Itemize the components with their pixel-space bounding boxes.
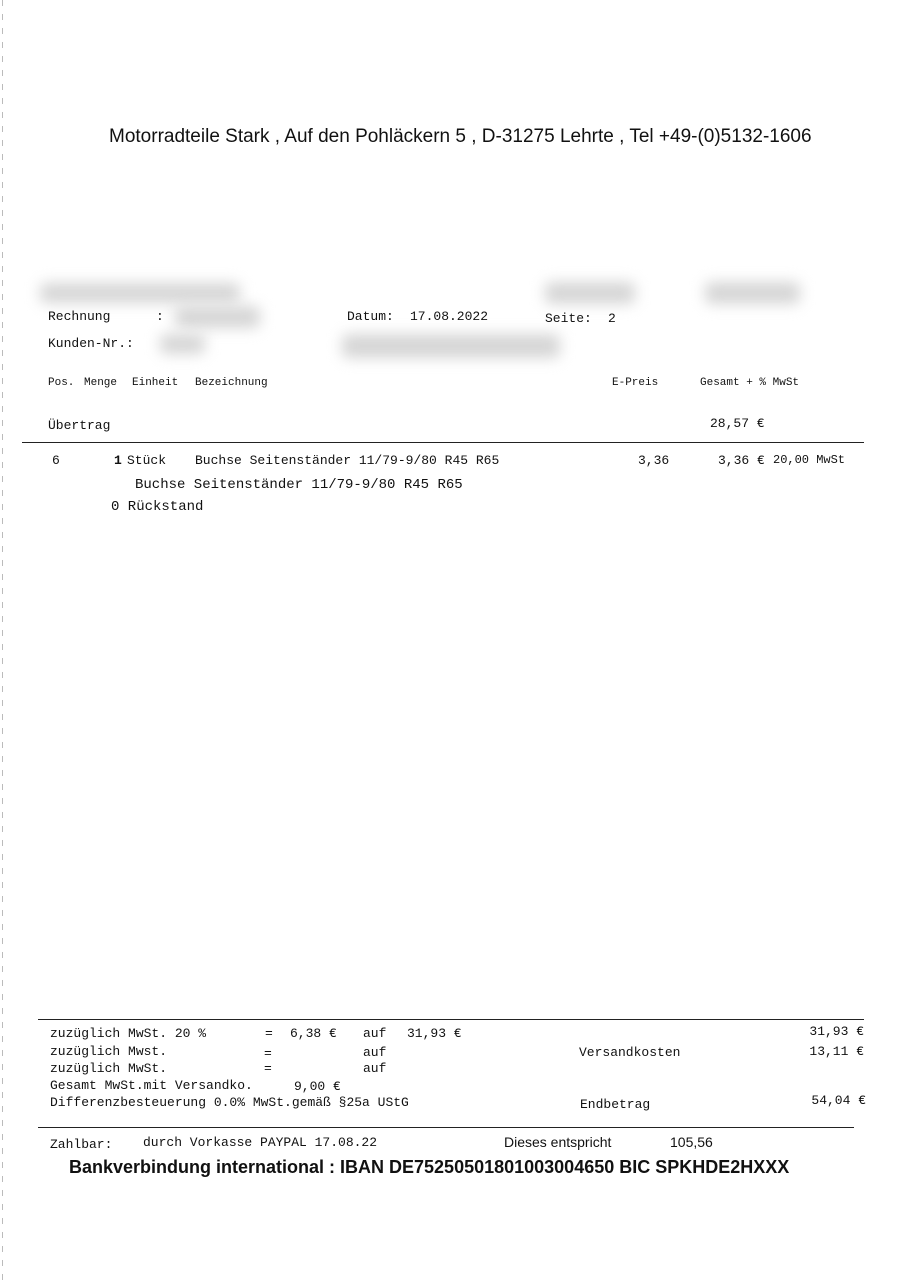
rechnung-colon: :: [156, 309, 164, 324]
company-address-line: Motorradteile Stark , Auf den Pohläckern 5 , D-31275 Lehrte , Tel +49-(0)5132-1606: [109, 126, 812, 147]
uebertrag-label: Übertrag: [48, 418, 111, 433]
item-einheit: Stück: [127, 453, 167, 468]
zahlbar-text: durch Vorkasse PAYPAL 17.08.22: [143, 1135, 378, 1150]
tax-line-3: zuzüglich MwSt.: [50, 1061, 168, 1076]
gesamt-mwst-label: Gesamt MwSt.mit Versandko.: [50, 1078, 253, 1093]
tax-line-3-eq: =: [264, 1061, 272, 1076]
entspricht-label: Dieses entspricht: [504, 1134, 612, 1150]
tax-line-2-auf: auf: [363, 1045, 387, 1060]
item-rueckstand: 0 Rückstand: [111, 499, 204, 515]
tax-line-1-eq: =: [265, 1026, 273, 1041]
tax-line-1-base: 31,93 €: [407, 1026, 462, 1041]
tax-line-2-eq: =: [264, 1046, 272, 1061]
kunden-label: Kunden-Nr.:: [48, 336, 134, 351]
col-pos: Pos.: [48, 377, 75, 389]
datum-value: 17.08.2022: [410, 309, 489, 324]
tax-line-1-amount: 6,38 €: [290, 1026, 337, 1041]
tax-line-3-auf: auf: [363, 1061, 387, 1076]
rechnung-label: Rechnung: [48, 309, 111, 324]
table-divider: [22, 442, 864, 443]
uebertrag-value: 28,57 €: [710, 416, 765, 431]
datum-label: Datum:: [347, 309, 394, 324]
totals-top-divider: [38, 1019, 864, 1020]
footer-divider: [38, 1127, 854, 1128]
entspricht-value: 105,56: [670, 1134, 713, 1150]
zahlbar-label: Zahlbar:: [50, 1137, 113, 1152]
col-gesamt: Gesamt + % MwSt: [700, 377, 800, 389]
versand-value: 13,11 €: [809, 1044, 864, 1059]
item-description: Buchse Seitenständer 11/79-9/80 R45 R65: [135, 477, 463, 493]
item-gesamt: 3,36 €: [718, 453, 765, 468]
subtotal-value: 31,93 €: [809, 1024, 864, 1039]
tax-line-1-auf: auf: [363, 1026, 387, 1041]
redacted-address: [342, 334, 560, 358]
seite-label: Seite:: [545, 311, 592, 326]
endbetrag-label: Endbetrag: [580, 1097, 651, 1112]
tax-line-2: zuzüglich Mwst.: [50, 1044, 168, 1059]
seite-value: 2: [608, 311, 616, 326]
redacted-invoice-number: [175, 306, 260, 328]
redacted-customer-number: [160, 334, 205, 354]
versand-label: Versandkosten: [579, 1045, 681, 1060]
endbetrag-value: 54,04 €: [811, 1093, 866, 1108]
item-mwst: 20,00 MwSt: [773, 453, 846, 467]
scan-edge: [2, 0, 3, 1280]
gesamt-mwst-value: 9,00 €: [294, 1079, 341, 1094]
item-pos: 6: [52, 453, 60, 468]
col-einheit: Einheit: [132, 377, 179, 389]
redacted-field: [705, 282, 800, 304]
col-epreis: E-Preis: [612, 377, 659, 389]
tax-line-1: zuzüglich MwSt. 20 %: [50, 1026, 207, 1041]
bank-details-line: Bankverbindung international : IBAN DE75250501801003004650 BIC SPKHDE2HXXX: [69, 1157, 790, 1177]
item-menge: 1: [114, 453, 122, 468]
item-bezeichnung: Buchse Seitenständer 11/79-9/80 R45 R65: [195, 453, 500, 468]
item-epreis: 3,36: [638, 453, 670, 468]
differenz-line: Differenzbesteuerung 0.0% MwSt.gemäß §25a UStG: [50, 1095, 409, 1110]
col-bezeichnung: Bezeichnung: [195, 377, 268, 389]
redacted-name: [40, 283, 240, 303]
col-menge: Menge: [84, 377, 118, 389]
redacted-field: [545, 282, 635, 304]
